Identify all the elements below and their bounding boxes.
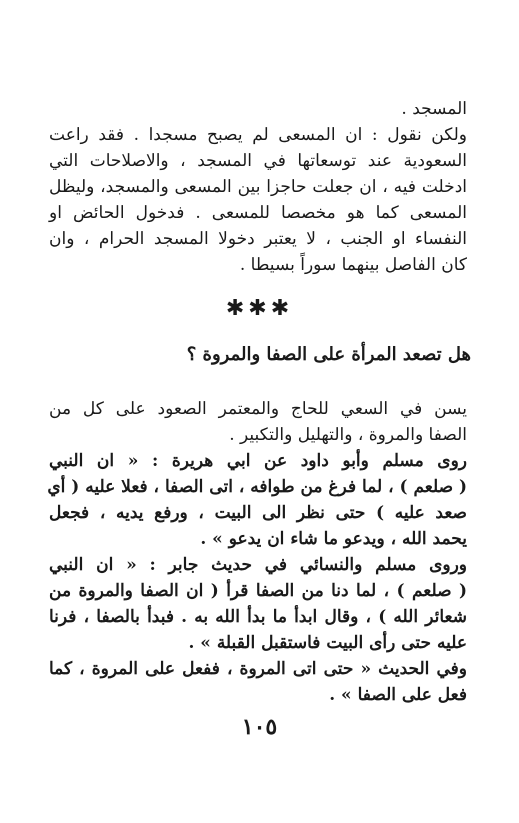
text-line: الصفا والمروة ، والتهليل والتكبير .	[229, 425, 467, 445]
text-line: ادخلت فيه ، ان جعلت حاجزا بين المسعى والمسجد، وليظل	[49, 177, 467, 197]
text-line: فعل على الصفا » .	[329, 685, 467, 705]
text-line: روى مسلم وأبو داود عن ابي هريرة : « ان النبي	[49, 451, 467, 471]
text-line: يسن في السعي للحاج والمعتمر الصعود على كل من	[49, 399, 467, 419]
text-line: وروى مسلم والنسائي في حديث جابر : « ان النبي	[49, 555, 467, 575]
text-line: يحمد الله ، ويدعو ما شاء ان يدعو » .	[200, 529, 467, 549]
text-line: النفساء او الجنب ، لا يعتبر دخولا المسجد الحرام ، وان	[49, 229, 467, 249]
section-separator: ✱✱✱	[225, 296, 294, 321]
text-line: شعائر الله ) ، وقال ابدأ ما بدأ الله به . فبدأ بالصفا ، فرنا	[49, 607, 467, 627]
text-line: ( صلعم ) ، لما دنا من الصفا قرأ ( ان الصفا والمروة من	[49, 581, 467, 601]
text-line: المسجد .	[401, 99, 467, 119]
text-line: وفي الحديث « حتى اتى المروة ، ففعل على المروة ، كما	[49, 659, 467, 679]
text-line: ( صلعم ) ، لما فرغ من طوافه ، اتى الصفا ، فعلا عليه ( أي	[47, 477, 467, 497]
page-number: ١٠٥	[241, 714, 278, 740]
text-line: السعودية عند توسعاتها في المسجد ، والاصلاحات التي	[49, 151, 467, 171]
text-line: صعد عليه ) حتى نظر الى البيت ، ورفع يديه ، فجعل	[49, 503, 467, 523]
text-line: ولكن نقول : ان المسعى لم يصبح مسجدا . فقد راعت	[49, 125, 467, 145]
section-heading: هل تصعد المرأة على الصفا والمروة ؟	[186, 344, 471, 365]
text-line: المسعى كما هو مخصصا للمسعى . فدخول الحائض او	[49, 203, 467, 223]
text-line: كان الفاصل بينهما سوراً بسيطا .	[239, 255, 467, 275]
text-line: عليه حتى رأى البيت فاستقبل القبلة » .	[188, 633, 467, 653]
